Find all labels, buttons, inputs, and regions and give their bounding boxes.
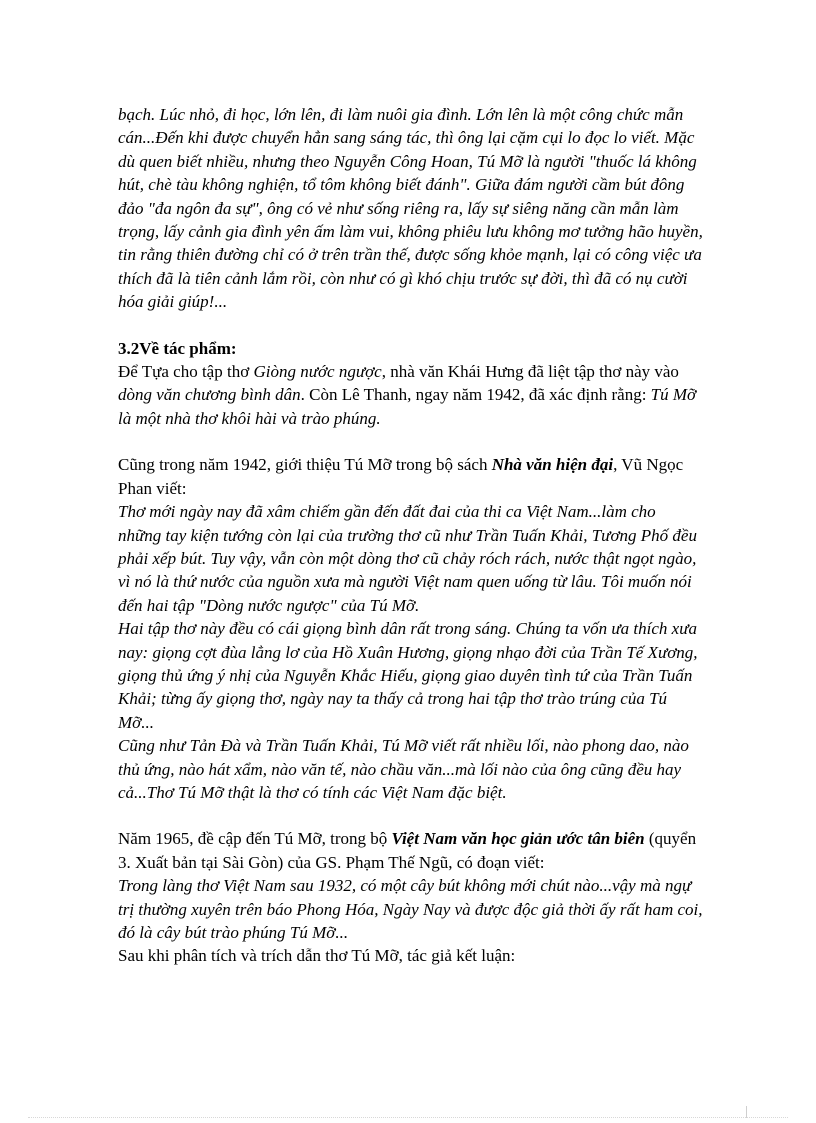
genre-phrase: dòng văn chương bình dân (118, 385, 301, 405)
quote-paragraph-1: Thơ mới ngày nay đã xâm chiếm gần đến đất đai của thi ca Việt Nam...làm cho những tay kiện tướng còn lại của trường thơ cũ như Trần Tuấn Khải, Tương Phố đều phải xếp bút. Tuy vậy, vẫn còn một dòng thơ cũ chảy róch rách, nước thật ngọt ngào, vì nó là thứ nước của nguồn xưa mà người Việt nam quen uống từ lâu. Tôi muốn nói đến hai tập "Dòng nước ngược" của Tú Mỡ. (118, 502, 697, 615)
book-title-giong-nuoc-nguoc: Giòng nước ngược (253, 362, 382, 382)
spacer (118, 430, 703, 453)
preface-text-2: , nhà văn Khái Hưng đã liệt tập thơ này vào (381, 362, 679, 382)
page-bottom-rule (28, 1117, 788, 1118)
page-corner-mark (746, 1106, 757, 1118)
preface-paragraph (118, 360, 703, 430)
book-title-viet-nam-van-hoc: Việt Nam văn học giản ước tân biên (391, 829, 645, 849)
preface-text-1: Để Tựa cho tập thơ (118, 362, 254, 382)
section-heading: 3.2Về tác phẩm: (118, 338, 237, 358)
intro2-text-1: Năm 1965, đề cập đến Tú Mỡ, trong bộ (118, 829, 392, 849)
pham-the-ngu-intro (118, 827, 703, 874)
intro-text-2: , Vũ Ngọc Phan viết: (118, 455, 684, 498)
quote-paragraph-2: Hai tập thơ này đều có cái giọng bình dân rất trong sáng. Chúng ta vốn ưa thích xưa nay: giọng cợt đùa lẳng lơ của Hồ Xuân Hương, giọng nhạo đời của Trần Tế Xương, giọng thủ ứng ý nhị của Nguyễn Khắc Hiếu, giọng giao duyên tình tứ của Trần Tuấn Khải; từng ấy giọng thơ, ngày nay ta thấy cả trong hai tập thơ trào trúng của Tú Mỡ... (118, 619, 698, 732)
spacer (118, 314, 703, 337)
biography-paragraph: bạch. Lúc nhỏ, đi học, lớn lên, đi làm nuôi gia đình. Lớn lên là một công chức mẫn cán...Đến khi được chuyển hẳn sang sáng tác, thì ông lại cặm cụi lo đọc lo viết. Mặc dù quen biết nhiều, nhưng theo Nguyễn Công Hoan, Tú Mỡ là người "thuốc lá không hút, chè tàu không nghiện, tổ tôm không biết đánh". Giữa đám người cầm bút đông đảo "đa ngôn đa sự", ông có vẻ như sống riêng ra, lấy sự siêng năng cần mẫn làm trọng, lấy cảnh gia đình yên ấm làm vui, không phiêu lưu không mơ tưởng hão huyền, tin rằng thiên đường chỉ có ở trên trần thế, được sống khỏe mạnh, lại có công việc ưa thích đã là tiên cảnh lắm rồi, còn như có gì khó chịu trước sự đời, thì đã có nụ cười hóa giải giúp!... (118, 105, 703, 312)
document-page (118, 103, 703, 968)
preface-text-3: . Còn Lê Thanh, ngay năm 1942, đã xác định rằng: (300, 385, 651, 405)
intro2-text-2: (quyển 3. Xuất bản tại Sài Gòn) của GS. Phạm Thế Ngũ, có đoạn viết: (118, 829, 697, 872)
quote-paragraph-4: Trong làng thơ Việt Nam sau 1932, có một cây bút không mới chút nào...vậy mà ngự trị thường xuyên trên báo Phong Hóa, Ngày Nay và được độc giả thời ấy rất ham coi, đó là cây bút trào phúng Tú Mỡ... (118, 876, 703, 942)
le-thanh-quote: Tú Mỡ là một nhà thơ khôi hài và trào phúng. (118, 385, 697, 428)
vu-ngoc-phan-intro (118, 453, 703, 500)
conclusion-lead: Sau khi phân tích và trích dẫn thơ Tú Mỡ, tác giả kết luận: (118, 946, 516, 966)
spacer (118, 804, 703, 827)
quote-paragraph-3: Cũng như Tản Đà và Trần Tuấn Khải, Tú Mỡ viết rất nhiều lối, nào phong dao, nào thủ ứng, nào hát xẩm, nào văn tế, nào chầu văn...mà lối nào của ông cũng đều hay cả...Thơ Tú Mỡ thật là thơ có tính các Việt Nam đặc biệt. (118, 736, 689, 802)
intro-text-1: Cũng trong năm 1942, giới thiệu Tú Mỡ trong bộ sách (118, 455, 492, 475)
book-title-nha-van-hien-dai: Nhà văn hiện đại (491, 455, 614, 475)
